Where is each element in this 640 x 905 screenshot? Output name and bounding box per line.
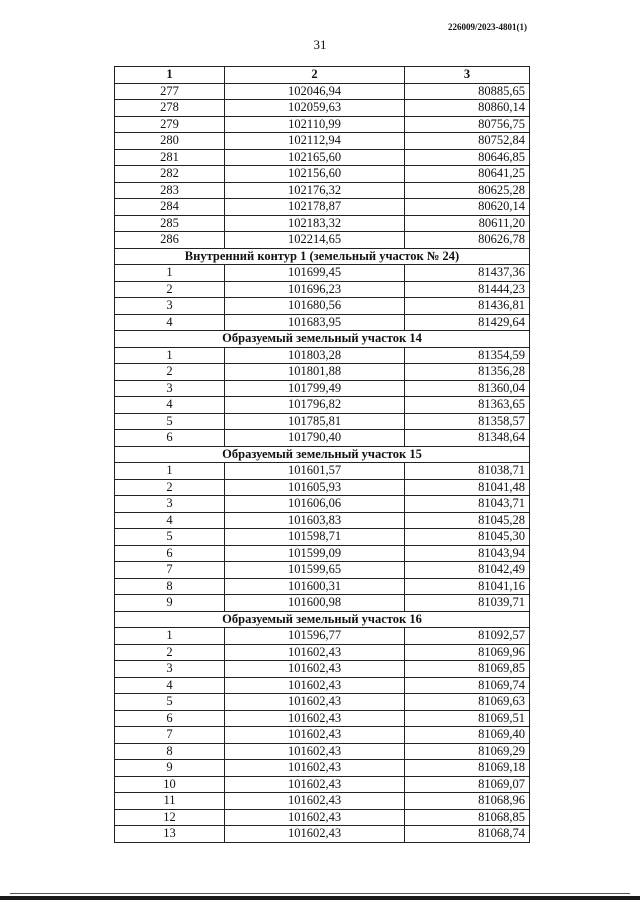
- point-number: 285: [115, 215, 225, 232]
- coordinate-y: 81041,48: [405, 479, 530, 496]
- point-number: 3: [115, 661, 225, 678]
- coordinate-y: 81363,65: [405, 397, 530, 414]
- table-row: [115, 793, 530, 810]
- coordinate-y: 81069,18: [405, 760, 530, 777]
- point-number: 3: [115, 298, 225, 315]
- table-row: [115, 562, 530, 579]
- coordinate-x: 101683,95: [225, 314, 405, 331]
- table-row: [115, 628, 530, 645]
- coordinate-y: 81436,81: [405, 298, 530, 315]
- coordinate-x: 101602,43: [225, 826, 405, 843]
- table-row: [115, 347, 530, 364]
- coordinate-x: 101602,43: [225, 677, 405, 694]
- coordinate-y: 81069,07: [405, 776, 530, 793]
- table-row: [115, 479, 530, 496]
- point-number: 2: [115, 644, 225, 661]
- table-row: [115, 677, 530, 694]
- point-number: 281: [115, 149, 225, 166]
- point-number: 9: [115, 595, 225, 612]
- coordinate-y: 81069,51: [405, 710, 530, 727]
- coordinate-x: 101699,45: [225, 265, 405, 282]
- point-number: 4: [115, 397, 225, 414]
- table-body: [115, 83, 530, 842]
- coordinate-x: 101598,71: [225, 529, 405, 546]
- point-number: 11: [115, 793, 225, 810]
- table-row: [115, 809, 530, 826]
- coordinate-x: 101600,31: [225, 578, 405, 595]
- coordinate-y: 81354,59: [405, 347, 530, 364]
- point-number: 1: [115, 265, 225, 282]
- coordinate-x: 101602,43: [225, 644, 405, 661]
- table-row: [115, 149, 530, 166]
- coordinate-x: 101600,98: [225, 595, 405, 612]
- coordinate-x: 102176,32: [225, 182, 405, 199]
- table-row: [115, 661, 530, 678]
- point-number: 8: [115, 743, 225, 760]
- point-number: 1: [115, 463, 225, 480]
- coordinate-x: 101602,43: [225, 661, 405, 678]
- coordinate-x: 102112,94: [225, 133, 405, 150]
- coordinate-y: 81068,74: [405, 826, 530, 843]
- section-title: Образуемый земельный участок 14: [115, 331, 530, 348]
- point-number: 5: [115, 413, 225, 430]
- coordinate-x: 102046,94: [225, 83, 405, 100]
- coordinate-y: 81038,71: [405, 463, 530, 480]
- point-number: 283: [115, 182, 225, 199]
- table-row: [115, 83, 530, 100]
- table-row: [115, 727, 530, 744]
- coordinate-x: 101605,93: [225, 479, 405, 496]
- section-title: Образуемый земельный участок 15: [115, 446, 530, 463]
- coordinate-x: 101790,40: [225, 430, 405, 447]
- coordinate-x: 101803,28: [225, 347, 405, 364]
- point-number: 3: [115, 496, 225, 513]
- point-number: 279: [115, 116, 225, 133]
- table-row: [115, 578, 530, 595]
- coordinate-y: 81045,30: [405, 529, 530, 546]
- table-row: [115, 298, 530, 315]
- footer-line: [0, 896, 640, 900]
- table-row: [115, 710, 530, 727]
- section-header-row: [115, 446, 530, 463]
- coordinate-x: 102178,87: [225, 199, 405, 216]
- coordinate-x: 102183,32: [225, 215, 405, 232]
- point-number: 9: [115, 760, 225, 777]
- coordinate-x: 101801,88: [225, 364, 405, 381]
- coordinate-y: 80885,65: [405, 83, 530, 100]
- table-row: [115, 644, 530, 661]
- section-header-row: [115, 611, 530, 628]
- table-row: [115, 397, 530, 414]
- page-number: 31: [313, 37, 327, 52]
- point-number: 4: [115, 677, 225, 694]
- point-number: 2: [115, 364, 225, 381]
- coordinate-x: 101601,57: [225, 463, 405, 480]
- coordinate-x: 102214,65: [225, 232, 405, 249]
- coordinate-x: 101680,56: [225, 298, 405, 315]
- coordinate-y: 81069,40: [405, 727, 530, 744]
- coordinate-y: 80611,20: [405, 215, 530, 232]
- point-number: 4: [115, 314, 225, 331]
- coordinate-x: 101602,43: [225, 809, 405, 826]
- coordinate-x: 102110,99: [225, 116, 405, 133]
- coordinate-y: 81045,28: [405, 512, 530, 529]
- coordinate-x: 102165,60: [225, 149, 405, 166]
- coordinate-y: 81039,71: [405, 595, 530, 612]
- point-number: 12: [115, 809, 225, 826]
- coordinate-y: 80752,84: [405, 133, 530, 150]
- coordinate-y: 81068,96: [405, 793, 530, 810]
- table-row: [115, 182, 530, 199]
- table-row: [115, 529, 530, 546]
- point-number: 3: [115, 380, 225, 397]
- coordinates-table: [114, 66, 530, 843]
- coordinate-x: 101599,65: [225, 562, 405, 579]
- point-number: 2: [115, 479, 225, 496]
- coordinate-x: 102059,63: [225, 100, 405, 117]
- coordinate-y: 81068,85: [405, 809, 530, 826]
- table-row: [115, 364, 530, 381]
- coordinate-y: 80646,85: [405, 149, 530, 166]
- coordinate-y: 81348,64: [405, 430, 530, 447]
- point-number: 277: [115, 83, 225, 100]
- coordinate-x: 101602,43: [225, 727, 405, 744]
- table-row: [115, 694, 530, 711]
- coordinate-y: 81069,96: [405, 644, 530, 661]
- table-row: [115, 776, 530, 793]
- table-row: [115, 826, 530, 843]
- table-row: [115, 215, 530, 232]
- coordinate-y: 81043,94: [405, 545, 530, 562]
- coordinate-y: 80756,75: [405, 116, 530, 133]
- document-id: 226009/2023-4801(1): [448, 22, 527, 32]
- coordinate-x: 101602,43: [225, 793, 405, 810]
- point-number: 1: [115, 347, 225, 364]
- coordinate-x: 101799,49: [225, 380, 405, 397]
- coordinate-x: 101596,77: [225, 628, 405, 645]
- coordinate-y: 81444,23: [405, 281, 530, 298]
- coordinate-y: 81042,49: [405, 562, 530, 579]
- point-number: 6: [115, 710, 225, 727]
- point-number: 1: [115, 628, 225, 645]
- section-title: Образуемый земельный участок 16: [115, 611, 530, 628]
- point-number: 13: [115, 826, 225, 843]
- coordinate-y: 80626,78: [405, 232, 530, 249]
- coordinate-y: 80860,14: [405, 100, 530, 117]
- table-row: [115, 281, 530, 298]
- table-row: [115, 496, 530, 513]
- column-header-y: 3: [405, 67, 530, 84]
- coordinate-y: 81069,85: [405, 661, 530, 678]
- point-number: 5: [115, 694, 225, 711]
- footer-line-thin: [10, 893, 630, 894]
- table-row: [115, 314, 530, 331]
- table-row: [115, 116, 530, 133]
- coordinate-y: 80620,14: [405, 199, 530, 216]
- table-row: [115, 199, 530, 216]
- coordinate-x: 101602,43: [225, 710, 405, 727]
- point-number: 7: [115, 727, 225, 744]
- coordinate-x: 101696,23: [225, 281, 405, 298]
- point-number: 2: [115, 281, 225, 298]
- coordinate-x: 101603,83: [225, 512, 405, 529]
- point-number: 282: [115, 166, 225, 183]
- table-row: [115, 100, 530, 117]
- table-row: [115, 595, 530, 612]
- table-row: [115, 380, 530, 397]
- coordinate-y: 81360,04: [405, 380, 530, 397]
- point-number: 5: [115, 529, 225, 546]
- point-number: 284: [115, 199, 225, 216]
- table-header-row: [115, 67, 530, 84]
- coordinate-y: 81043,71: [405, 496, 530, 513]
- coordinate-x: 102156,60: [225, 166, 405, 183]
- point-number: 10: [115, 776, 225, 793]
- coordinate-x: 101606,06: [225, 496, 405, 513]
- coordinate-x: 101785,81: [225, 413, 405, 430]
- coordinate-y: 80625,28: [405, 182, 530, 199]
- point-number: 280: [115, 133, 225, 150]
- table-row: [115, 430, 530, 447]
- table-row: [115, 166, 530, 183]
- point-number: 7: [115, 562, 225, 579]
- point-number: 6: [115, 430, 225, 447]
- point-number: 278: [115, 100, 225, 117]
- coordinate-y: 81356,28: [405, 364, 530, 381]
- coordinate-y: 81358,57: [405, 413, 530, 430]
- section-header-row: [115, 331, 530, 348]
- table-row: [115, 463, 530, 480]
- section-header-row: [115, 248, 530, 265]
- table-row: [115, 743, 530, 760]
- coordinate-y: 81429,64: [405, 314, 530, 331]
- coordinate-x: 101602,43: [225, 743, 405, 760]
- table-row: [115, 133, 530, 150]
- column-header-number: 1: [115, 67, 225, 84]
- coordinate-y: 81069,74: [405, 677, 530, 694]
- table-row: [115, 232, 530, 249]
- coordinate-y: 81069,29: [405, 743, 530, 760]
- coordinate-x: 101602,43: [225, 760, 405, 777]
- coordinate-x: 101602,43: [225, 694, 405, 711]
- table-row: [115, 265, 530, 282]
- table-row: [115, 512, 530, 529]
- coordinate-x: 101602,43: [225, 776, 405, 793]
- point-number: 6: [115, 545, 225, 562]
- table-row: [115, 545, 530, 562]
- point-number: 4: [115, 512, 225, 529]
- coordinate-y: 81092,57: [405, 628, 530, 645]
- column-header-x: 2: [225, 67, 405, 84]
- coordinate-y: 81437,36: [405, 265, 530, 282]
- point-number: 286: [115, 232, 225, 249]
- coordinate-x: 101796,82: [225, 397, 405, 414]
- section-title: Внутренний контур 1 (земельный участок № 24): [115, 248, 530, 265]
- coordinate-y: 81069,63: [405, 694, 530, 711]
- coordinate-y: 81041,16: [405, 578, 530, 595]
- point-number: 8: [115, 578, 225, 595]
- table-row: [115, 413, 530, 430]
- coordinate-x: 101599,09: [225, 545, 405, 562]
- coordinate-y: 80641,25: [405, 166, 530, 183]
- table-row: [115, 760, 530, 777]
